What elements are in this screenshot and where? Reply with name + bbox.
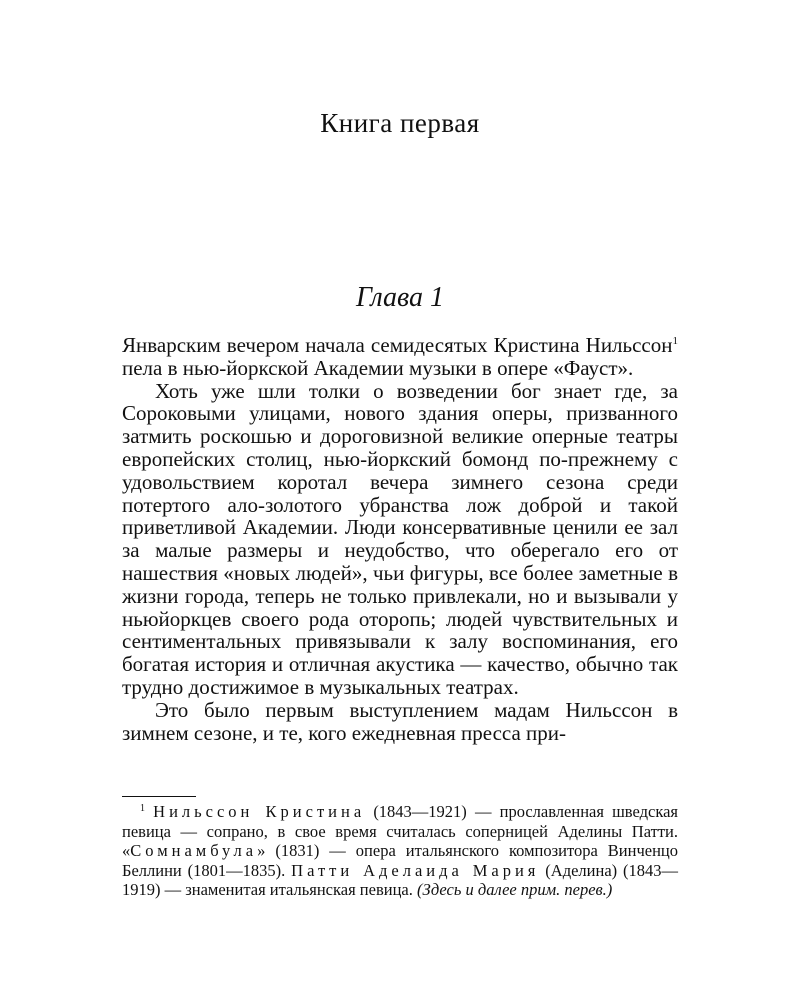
footnote-divider: [122, 796, 196, 797]
footnote-name-nilsson: Нильссон Кристина: [153, 802, 366, 821]
footnote-translator-note: (Здесь и далее прим. перев.): [417, 880, 613, 900]
paragraph-3: Это было первым выступлением мадам Нильссон в зимнем сезоне, и те, кого ежедневная пресса при-: [122, 697, 678, 745]
footnote-text-3: (Аделина) (1843—1919) — знаменитая итальянская певица.: [122, 860, 679, 900]
footnote-number: 1: [140, 803, 145, 814]
footnote-text-1: (1843—1921) — прославленная шведская певица — сопрано, в свое время считалась соперницей Аделины Патти. «: [122, 802, 678, 861]
footnote-reference[interactable]: 1: [672, 335, 678, 347]
paragraph-2: Хоть уже шли толки о возведении бог знает где, за Сороковыми улицами, нового здания оперы, призванного затмить роскошью и дороговизной великие оперные театры европейских столиц, нью-йоркский бомонд по-прежнему с удовольствием коротал вечера зимнего сезона среди потертого ало-золотого убранства лож доброй и такой приветливой Академии. Люди консервативные ценили ее зал за малые размеры и неудобство, что оберегало его от нашествия «новых людей», чьи фигуры, все более заметные в жизни города, теперь не только привлекали, но и вызывали у ньюйоркцев своего рода оторопь; людей чувствительных и сентиментальных привязывали к залу воспоминания, его богатая история и отличная акустика — качество, обычно так трудно достижимое в музыкальных театрах.: [122, 378, 678, 699]
footnote: [122, 802, 678, 900]
footnote-text-2: » (1831) — опера итальянского композитора Винченцо Беллини (1801—1835).: [122, 841, 678, 880]
paragraph-1-end: пела в нью-йоркской Академии музыки в опере «Фауст».: [122, 355, 634, 380]
body-text: [122, 334, 678, 744]
footnote-name-patti: Патти Аделаида Мария: [291, 860, 540, 880]
paragraph-1: [122, 334, 678, 380]
chapter-title: Глава 1: [356, 282, 444, 313]
footnote-opera-title: Сомнамбула: [130, 841, 258, 861]
paragraph-1-start: Январским вечером начала семидесятых Кристина Нильссон: [122, 333, 673, 357]
book-title: Книга первая: [320, 108, 480, 138]
